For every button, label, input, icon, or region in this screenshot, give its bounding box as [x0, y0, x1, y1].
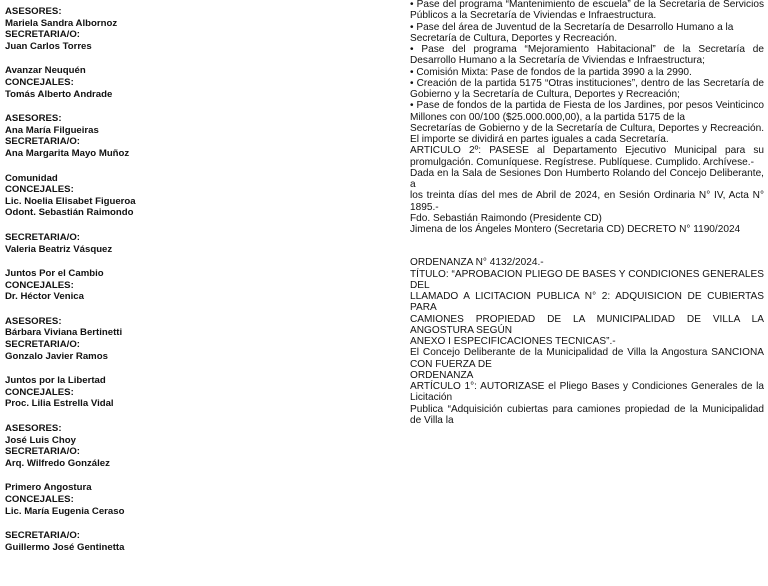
member-line: Gonzalo Javier Ramos [5, 350, 108, 362]
member-line: ASESORES: [5, 315, 62, 327]
member-block-2 [5, 65, 255, 100]
member-line: Dr. Héctor Venica [5, 291, 84, 303]
member-block-7 [5, 316, 255, 362]
party-name: Avanzar Neuquén [5, 65, 86, 77]
paragraph: • Creación de la partida 5175 “Otras instituciones”, dentro de las Secretaría de Gobierno y la Secretaría de Cultura, Deportes y Recreación; [410, 77, 764, 100]
member-line: CONCEJALES: [5, 386, 74, 398]
member-block-8 [5, 375, 255, 410]
member-line: Proc. Lilia Estrella Vidal [5, 398, 114, 410]
member-line: SECRETARIA/O: [5, 231, 80, 243]
member-block-6 [5, 268, 255, 303]
member-block-1 [5, 6, 255, 52]
member-block-4 [5, 173, 255, 219]
member-block-3 [5, 113, 255, 159]
article-2-paragraph: ARTICULO 2º: PASESE al Departamento Ejecutivo Municipal para su promulgación. Comuníquese. Regístrese. Publíquese. Cumplido. Archívese.- [410, 145, 764, 168]
member-line: Lic. María Eugenia Ceraso [5, 505, 125, 517]
paragraph: ORDENANZA [410, 369, 474, 381]
member-line: CONCEJALES: [5, 279, 74, 291]
member-block-5 [5, 232, 255, 255]
member-line: ASESORES: [5, 6, 62, 17]
paragraph: • Pase de fondos de la partida de Fiesta de los Jardines, por pesos Veinticinco Millones con 00/100 ($25.000.000,00), a la partida 5175 de la [410, 100, 764, 123]
party-name: Juntos por la Libertad [5, 375, 106, 387]
paragraph: El Concejo Deliberante de la Municipalidad de Villa la Angostura SANCIONA CON FUERZA DE [410, 347, 764, 370]
signature-line: Jimena de los Ángeles Montero (Secretaria CD) DECRETO N° 1190/2024 [410, 224, 741, 235]
member-line: CONCEJALES: [5, 184, 74, 196]
member-line: Bárbara Viviana Bertinetti [5, 327, 123, 339]
paragraph: Publica “Adquisición cubiertas para camiones propiedad de la Municipalidad de Villa la [410, 403, 764, 426]
paragraph: TÍTULO: “APROBACION PLIEGO DE BASES Y CONDICIONES GENERALES DEL [410, 268, 764, 291]
member-line: CONCEJALES: [5, 494, 74, 505]
signature-line: Fdo. Sebastián Raimondo (Presidente CD) [410, 212, 602, 224]
ordinance-text-column [410, 0, 764, 426]
party-name: Comunidad [5, 172, 58, 184]
member-line: Tomás Alberto Andrade [5, 88, 113, 100]
member-line: SECRETARIA/O: [5, 29, 80, 41]
paragraph: Secretaría de Cultura, Deportes y Recreación. [410, 32, 618, 44]
member-line: SECRETARIA/O: [5, 339, 80, 351]
member-block-9 [5, 423, 255, 469]
member-line: Ana Margarita Mayo Muñoz [5, 147, 130, 159]
paragraph: los treinta días del mes de Abril de 2024, en Sesión Ordinaria N° IV, Acta N° 1895.- [410, 190, 764, 213]
paragraph: ANEXO I ESPECIFICACIONES TECNICAS”.- [410, 336, 616, 347]
member-line: ASESORES: [5, 113, 62, 125]
article-1-paragraph: ARTÍCULO 1°: AUTORIZASE el Pliego Bases y Condiciones Generales de la Licitación [410, 381, 764, 404]
paragraph: • Pase del área de Juventud de la Secretaría de Desarrollo Humano a la [410, 21, 734, 33]
member-line: SECRETARIA/O: [5, 530, 80, 542]
member-line: Guillermo José Gentinetta [5, 541, 125, 553]
ordinance-title: ORDENANZA N° 4132/2024.- [410, 257, 544, 269]
member-line: Valeria Beatriz Vásquez [5, 243, 113, 255]
paragraph: • Pase del programa “Mejoramiento Habitacional” de la Secretaría de Desarrollo Humano a la Secretaría de Viviendas e Infraestructura; [410, 44, 764, 67]
member-line: CONCEJALES: [5, 76, 74, 88]
paragraph: LLAMADO A LICITACION PUBLICA N° 2: ADQUISICION DE CUBIERTAS PARA [410, 291, 764, 314]
member-line: Ana María Filgueiras [5, 124, 99, 136]
paragraph: • Pase del programa “Mantenimiento de escuela” de la Secretaría de Servicios Públicos a la Secretaría de Viviendas e Infraestructura. [410, 0, 764, 22]
paragraph: • Comisión Mixta: Pase de fondos de la partida 3990 a la 2990. [410, 66, 692, 78]
council-members-column [5, 6, 255, 553]
member-line: Arq. Wilfredo González [5, 457, 110, 469]
member-block-10 [5, 482, 255, 517]
member-line: SECRETARIA/O: [5, 136, 80, 148]
member-line: Odont. Sebastián Raimondo [5, 207, 134, 219]
party-name: Juntos Por el Cambio [5, 268, 104, 280]
member-line: SECRETARIA/O: [5, 446, 80, 458]
paragraph: CAMIONES PROPIEDAD DE LA MUNICIPALIDAD DE VILLA LA ANGOSTURA SEGÚN [410, 313, 764, 336]
paragraph: Secretarías de Gobierno y de la Secretaría de Cultura, Deportes y Recreación. El importe se dividirá en partes iguales a cada Secretaría. [410, 122, 764, 145]
member-line: Mariela Sandra Albornoz [5, 17, 118, 29]
member-line: Juan Carlos Torres [5, 40, 92, 52]
paragraph: Dada en la Sala de Sesiones Don Humberto Rolando del Concejo Deliberante, a [410, 167, 764, 190]
member-line: José Luis Choy [5, 434, 76, 446]
member-block-11 [5, 530, 255, 553]
party-name: Primero Angostura [5, 482, 92, 494]
member-line: Lic. Noelia Elisabet Figueroa [5, 195, 136, 207]
member-line: ASESORES: [5, 423, 62, 435]
